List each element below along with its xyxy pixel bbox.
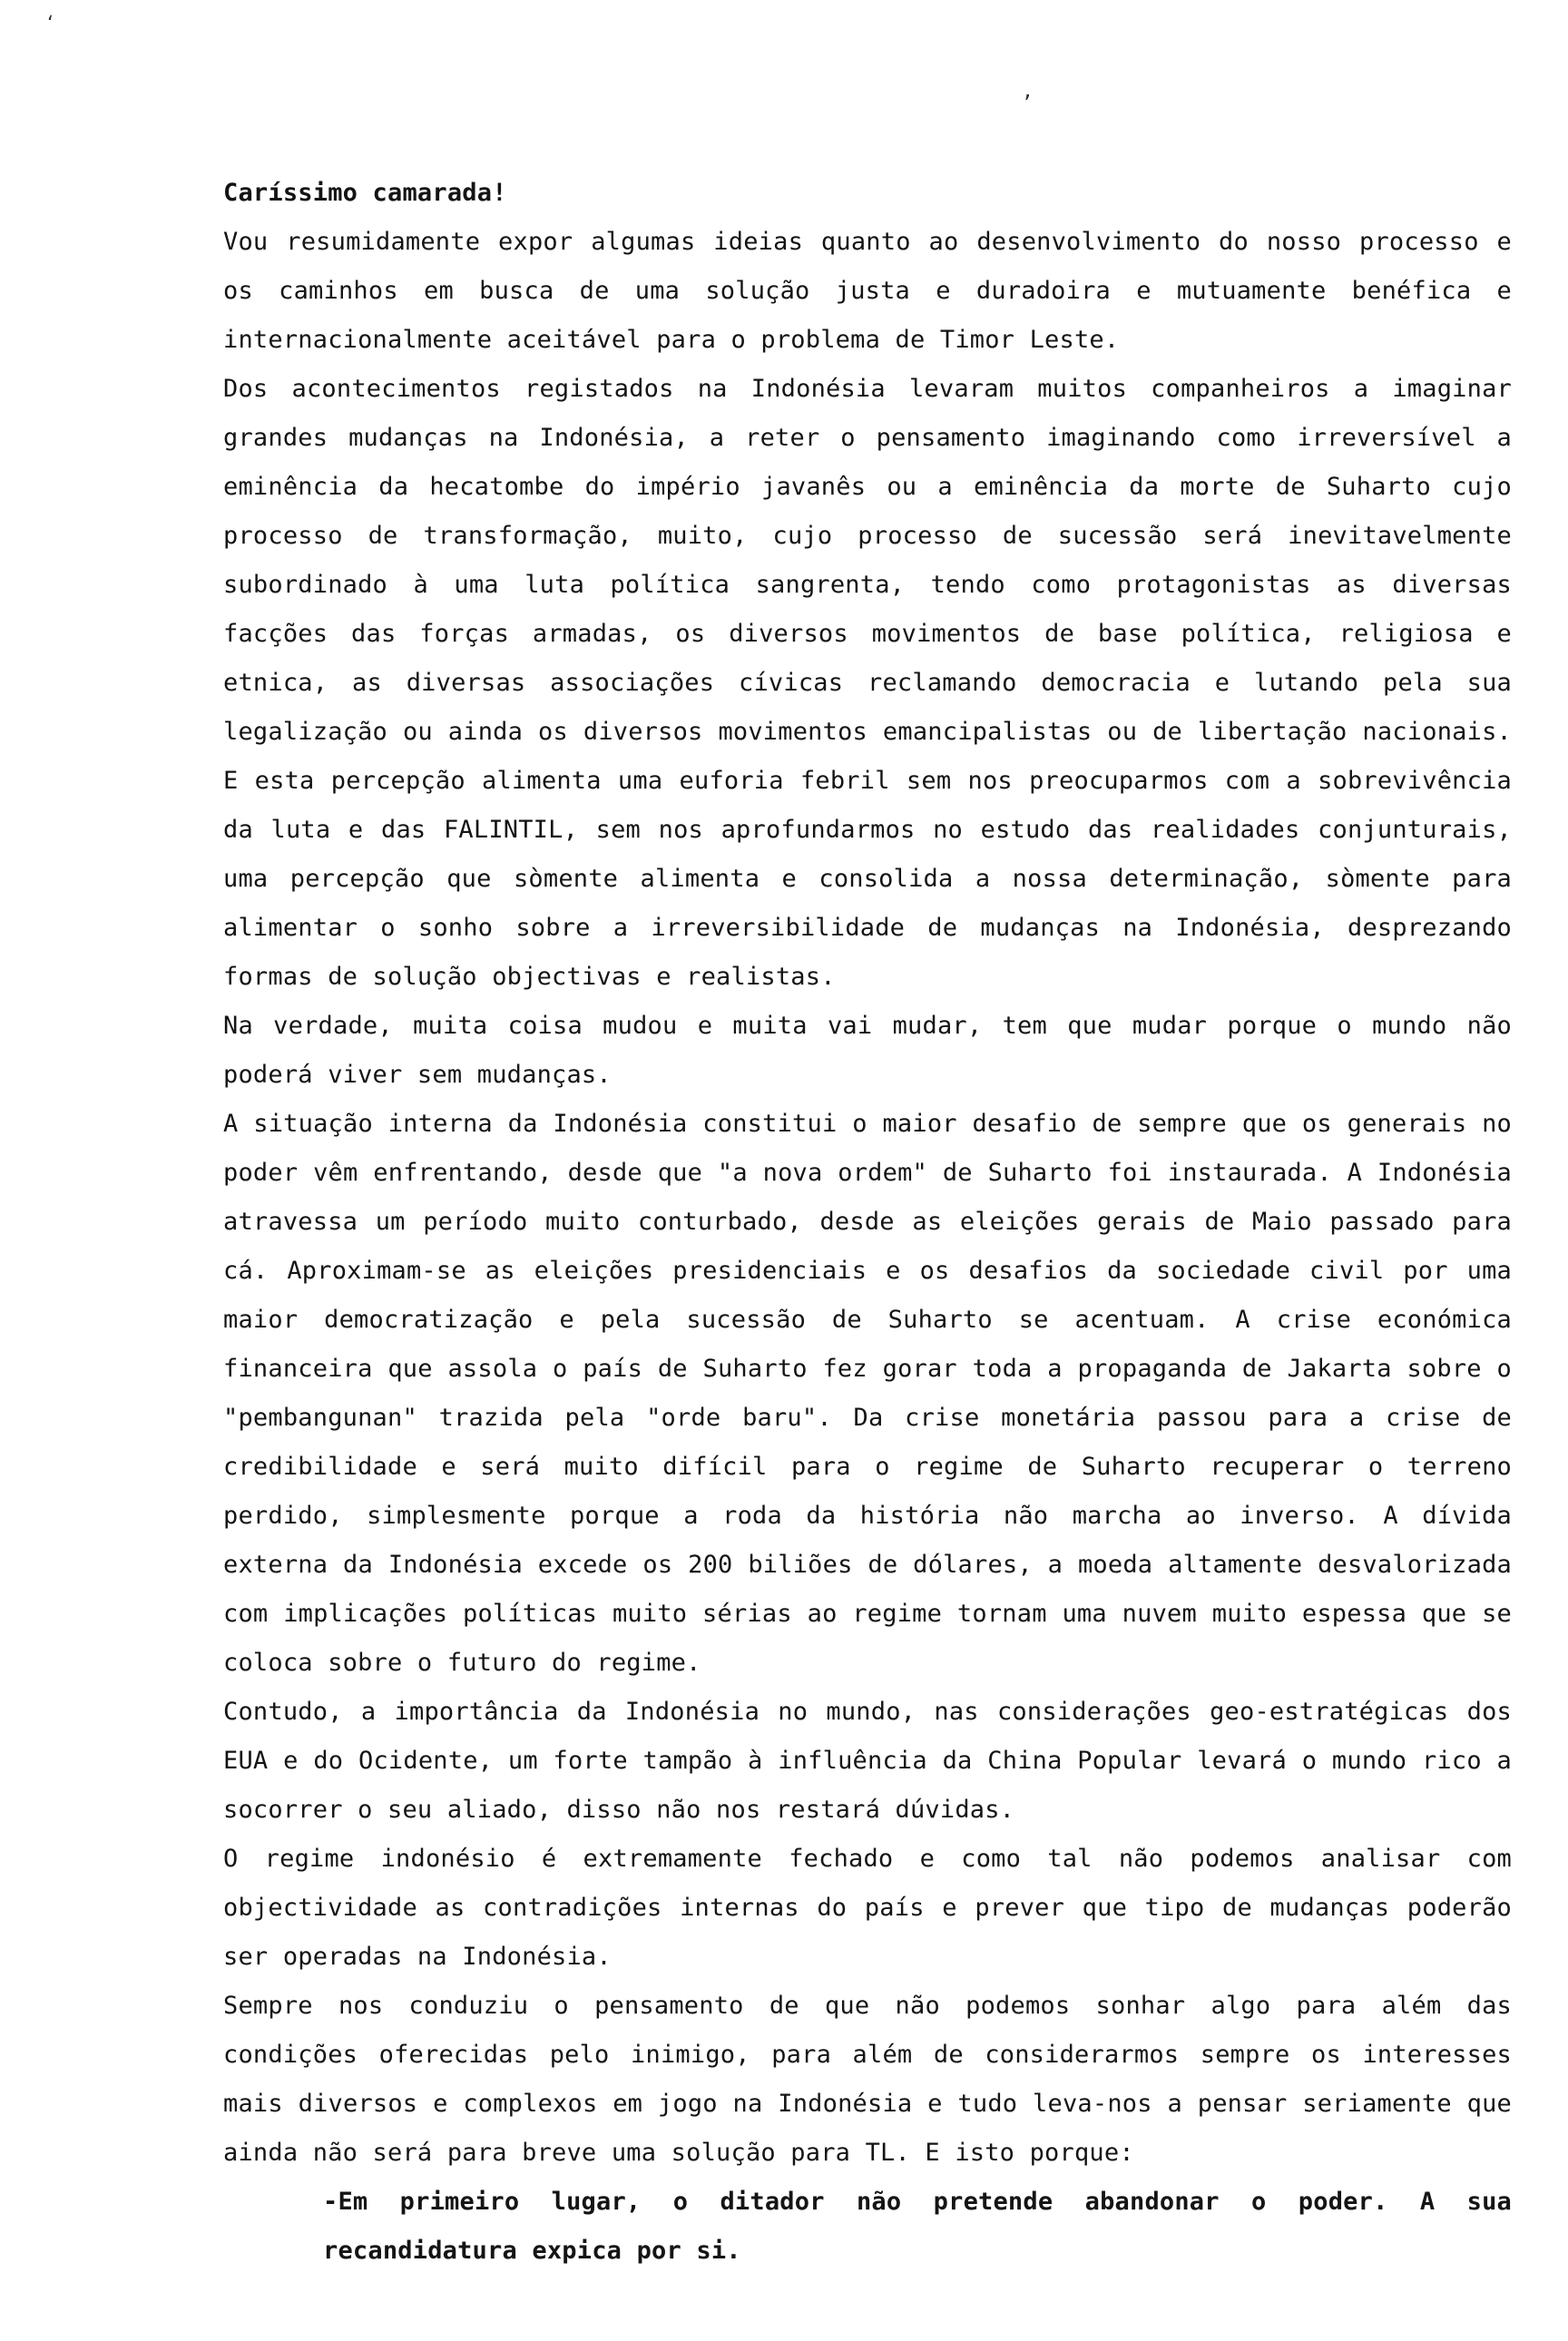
paragraph-events-indonesia: Dos acontecimentos registados na Indonésia levaram muitos companheiros a imaginar grandes mudanças na Indonésia, a reter o pensamento imaginando como irreversível a eminência da hecatombe do império javanês ou a eminência da morte de Suharto cujo processo de transformação, muito, cujo processo de sucessão será inevitavelmente subordinado à uma luta política sangrenta, tendo como protagonistas as diversas facções das forças armadas, os diversos movimentos de base política, religiosa e etnica, as diversas associações cívicas reclamando democracia e lutando pela sua legalização ou ainda os diversos movimentos emancipalistas ou de libertação nacionais. E esta percepção alimenta uma euforia febril sem nos preocuparmos com a sobrevivência da luta e das FALINTIL, sem nos aprofundarmos no estudo das realidades conjunturais, uma percepção que sòmente alimenta e consolida a nossa determinação, sòmente para alimentar o sonho sobre a irreversibilidade de mudanças na Indonésia, desprezando formas de solução objectivas e realistas. <box>223 375 1512 991</box>
letter-body <box>223 169 1512 2276</box>
paragraph-solution: Sempre nos conduziu o pensamento de que não podemos sonhar algo para além das condições oferecidas pelo inimigo, para além de considerarmos sempre os interesses mais diversos e complexos em jogo na Indonésia e tudo leva-nos a pensar seriamente que ainda não será para breve uma solução para TL. E isto porque: <box>223 1992 1512 2167</box>
paragraph-internal-situation: A situação interna da Indonésia constitui o maior desafio de sempre que os generais no poder vêm enfrentando, desde que "a nova ordem" de Suharto foi instaurada. A Indonésia atravessa um período muito conturbado, desde as eleições gerais de Maio passado para cá. Aproximam-se as eleições presidenciais e os desafios da sociedade civil por uma maior democratização e pela sucessão de Suharto se acentuam. A crise económica financeira que assola o país de Suharto fez gorar toda a propaganda de Jakarta sobre o "pembangunan" trazida pela "orde baru". Da crise monetária passou para a crise de credibilidade e será muito difícil para o regime de Suharto recuperar o terreno perdido, simplesmente porque a roda da história não marcha ao inverso. A dívida externa da Indonésia excede os 200 biliões de dólares, a moeda altamente desvalorizada com implicações políticas muito sérias ao regime tornam uma nuvem muito espessa que se coloca sobre o futuro do regime. <box>223 1110 1512 1677</box>
scan-mark-top-right: ’ <box>1024 91 1032 118</box>
paragraph-change: Na verdade, muita coisa mudou e muita vai mudar, tem que mudar porque o mundo não poderá viver sem mudanças. <box>223 1012 1512 1089</box>
bullet-item: -Em primeiro lugar, o ditador não pretende abandonar o poder. A sua recandidatura expica por si. <box>323 2188 1512 2265</box>
scan-mark-top-left: ʻ <box>47 13 54 35</box>
paragraph-closed-regime: O regime indonésio é extremamente fechado e como tal não podemos analisar com objectividade as contradições internas do país e prever que tipo de mudanças poderão ser operadas na Indonésia. <box>223 1845 1512 1971</box>
paragraph-geostrategic: Contudo, a importância da Indonésia no mundo, nas considerações geo-estratégicas dos EUA e do Ocidente, um forte tampão à influência da China Popular levará o mundo rico a socorrer o seu aliado, disso não nos restará dúvidas. <box>223 1698 1512 1824</box>
salutation: Caríssimo camarada! <box>223 179 507 207</box>
paragraph-introduction: Vou resumidamente expor algumas ideias quanto ao desenvolvimento do nosso processo e os caminhos em busca de uma solução justa e duradoira e mutuamente benéfica e internacionalmente aceitável para o problema de Timor Leste. <box>223 228 1512 354</box>
